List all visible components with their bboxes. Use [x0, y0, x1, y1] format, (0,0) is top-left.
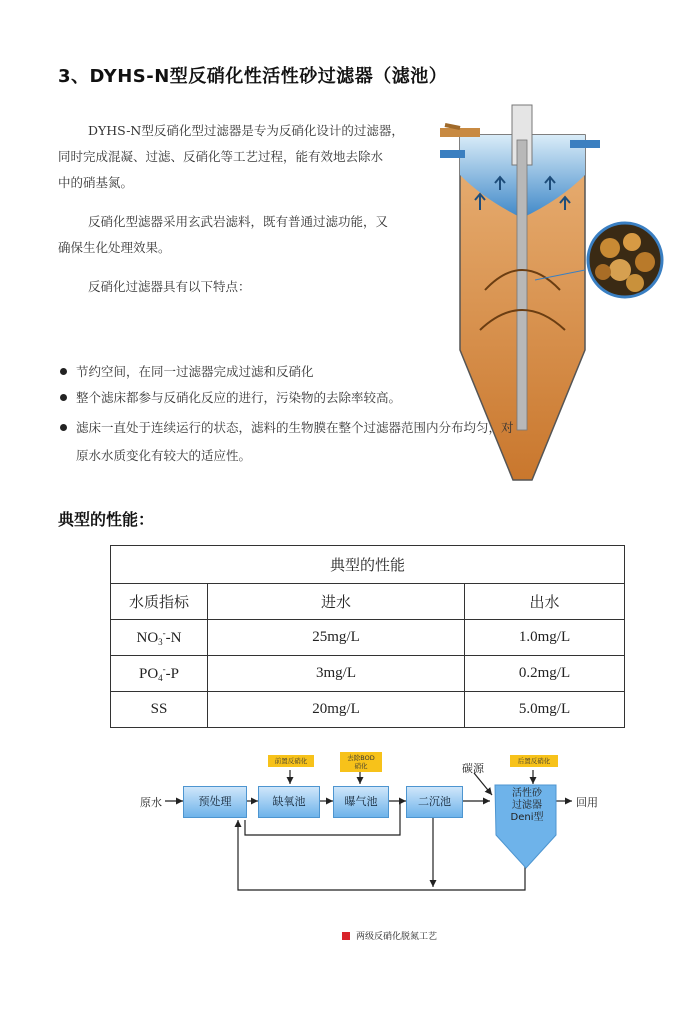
table-header-row	[111, 584, 625, 620]
inlet-cell: 20mg/L	[208, 692, 465, 728]
intro-line: 同时完成混凝、过滤、反硝化等工艺过程，能有效地去除水	[58, 149, 384, 164]
bullet-icon	[60, 368, 67, 375]
outlet-cell: 5.0mg/L	[465, 692, 625, 728]
outlet-cell: 1.0mg/L	[465, 620, 625, 656]
performance-table	[110, 545, 625, 728]
tag-post-denitrification: 后置反硝化	[510, 755, 558, 767]
inlet-cell: 3mg/L	[208, 656, 465, 692]
intro-line: 反硝化过滤器具有以下特点：	[88, 279, 251, 294]
tag-bod-nitrification: 去除BOD 硝化	[340, 752, 382, 772]
indicator-cell: $NO_3^--N$	[111, 620, 208, 656]
filter-illustration	[440, 100, 665, 510]
section-heading: 典型的性能：	[58, 510, 155, 529]
indicator-cell: $PO_4^--P$	[111, 656, 208, 692]
secondary-clarifier-box: 二沉池	[406, 786, 463, 818]
feature-item: 节约空间，在同一过滤器完成过滤和反硝化	[60, 362, 314, 380]
intro-line: 中的硝基氮。	[58, 175, 134, 190]
reuse-label: 回用	[576, 796, 598, 809]
feature-item-continued: 原水水质变化有较大的适应性。	[76, 448, 252, 463]
feature-item: 滤床一直处于连续运行的状态，滤料的生物膜在整个过滤器范围内分布均匀，对	[60, 418, 514, 436]
raw-water-label: 原水	[140, 796, 162, 809]
inlet-cell: 25mg/L	[208, 620, 465, 656]
carbon-source-label: 碳源	[462, 762, 484, 775]
col-header-outlet: 出水	[465, 584, 625, 620]
bullet-icon	[60, 424, 67, 431]
table-title-row	[111, 546, 625, 584]
anoxic-box: 缺氧池	[258, 786, 320, 818]
table-title: 典型的性能	[111, 546, 625, 584]
tag-pre-denitrification: 前置反硝化	[268, 755, 314, 767]
table-row	[111, 620, 625, 656]
table-row	[111, 656, 625, 692]
table-row	[111, 692, 625, 728]
caption-marker-icon	[342, 932, 350, 940]
outlet-cell: 0.2mg/L	[465, 656, 625, 692]
aeration-box: 曝气池	[333, 786, 389, 818]
feature-item: 整个滤床都参与反硝化反应的进行，污染物的去除率较高。	[60, 388, 401, 406]
bullet-icon	[60, 394, 67, 401]
page-title: 3、DYHS-N型反硝化性活性砂过滤器（滤池）	[58, 66, 448, 87]
col-header-indicator: 水质指标	[111, 584, 208, 620]
intro-line: 反硝化型滤器采用玄武岩滤料，既有普通过滤功能，又	[88, 214, 389, 229]
intro-line: DYHS-N型反硝化型过滤器是专为反硝化设计的过滤器，	[88, 123, 404, 138]
indicator-cell: SS	[111, 692, 208, 728]
intro-line: 确保生化处理效果。	[58, 240, 171, 255]
pretreat-box: 预处理	[183, 786, 247, 818]
diagram-caption: 两级反硝化脱氮工艺	[356, 932, 438, 942]
col-header-inlet: 进水	[208, 584, 465, 620]
sand-filter-label: 活性砂 过滤器 Deni型	[510, 788, 544, 823]
